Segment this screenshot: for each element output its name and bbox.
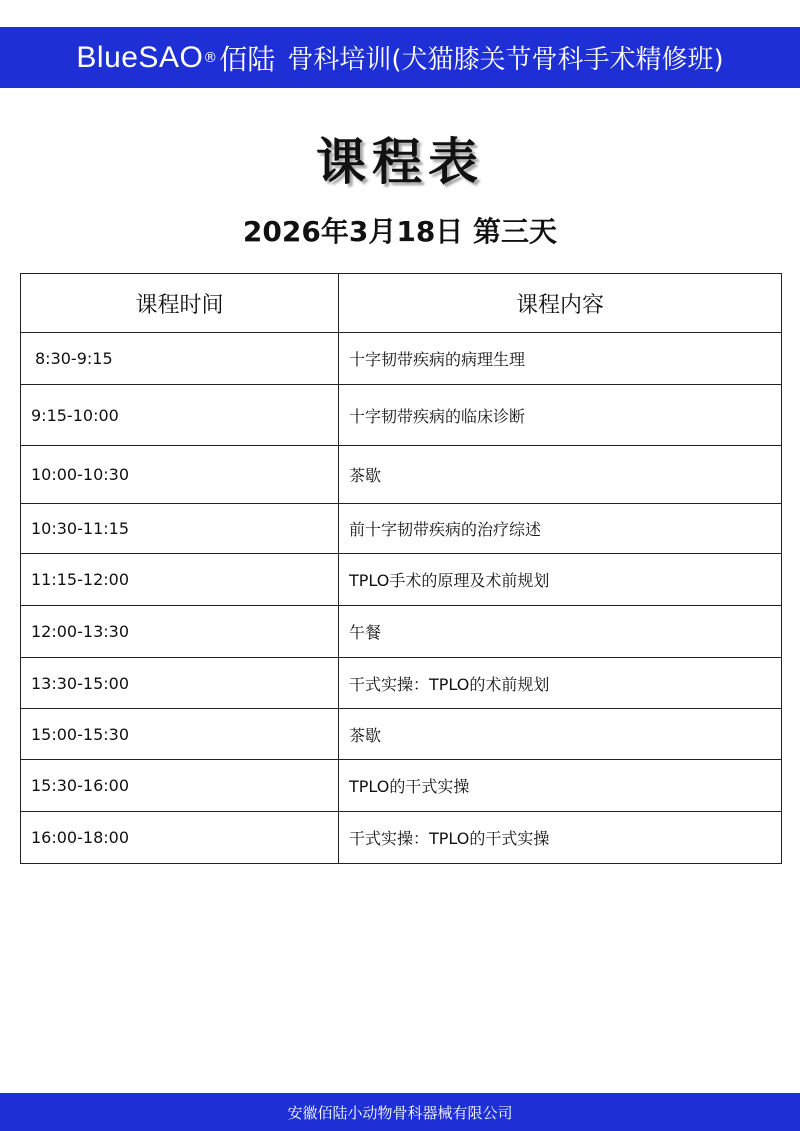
company-name: 安徽佰陆小动物骨科器械有限公司 [287,1103,513,1122]
table-row [21,385,782,446]
column-header-content: 课程内容 [339,274,782,333]
table-row [21,333,782,385]
content-cell: 茶歇 [339,446,782,504]
content-cell: 十字韧带疾病的临床诊断 [339,385,782,446]
table-row [21,446,782,504]
table-row [21,709,782,760]
column-header-time: 课程时间 [21,274,339,333]
header-banner [0,27,800,88]
table-header-row [21,274,782,333]
footer-banner [0,1093,800,1131]
time-cell: 15:30-16:00 [21,760,339,812]
time-cell: 13:30-15:00 [21,658,339,709]
time-cell: 10:00-10:30 [21,446,339,504]
brand-name-cn: 佰陆 [219,42,276,76]
table-row [21,554,782,606]
content-cell: 茶歇 [339,709,782,760]
time-cell: 11:15-12:00 [21,554,339,606]
content-cell: 干式实操：TPLO的干式实操 [339,812,782,864]
content-cell: 干式实操：TPLO的术前规划 [339,658,782,709]
table-row [21,504,782,554]
table-row [21,606,782,658]
time-cell: 15:00-15:30 [21,709,339,760]
date-subtitle: 2026年3月18日 第三天 [242,215,558,248]
registered-mark: ® [203,49,218,66]
content-cell: 十字韧带疾病的病理生理 [339,333,782,385]
content-cell: 午餐 [339,606,782,658]
content-cell: TPLO的干式实操 [339,760,782,812]
table-row [21,812,782,864]
page-title: 课程表 [316,132,484,191]
time-cell: 9:15-10:00 [21,385,339,446]
table-row [21,658,782,709]
brand-name: BlueSAO [76,40,204,74]
schedule-table [20,273,782,864]
time-cell: 12:00-13:30 [21,606,339,658]
time-cell: 8:30-9:15 [21,333,339,385]
table-row [21,760,782,812]
header-title: 骨科培训(犬猫膝关节骨科手术精修班) [287,45,724,75]
content-cell: 前十字韧带疾病的治疗综述 [339,504,782,554]
content-cell: TPLO手术的原理及术前规划 [339,554,782,606]
time-cell: 10:30-11:15 [21,504,339,554]
time-cell: 16:00-18:00 [21,812,339,864]
